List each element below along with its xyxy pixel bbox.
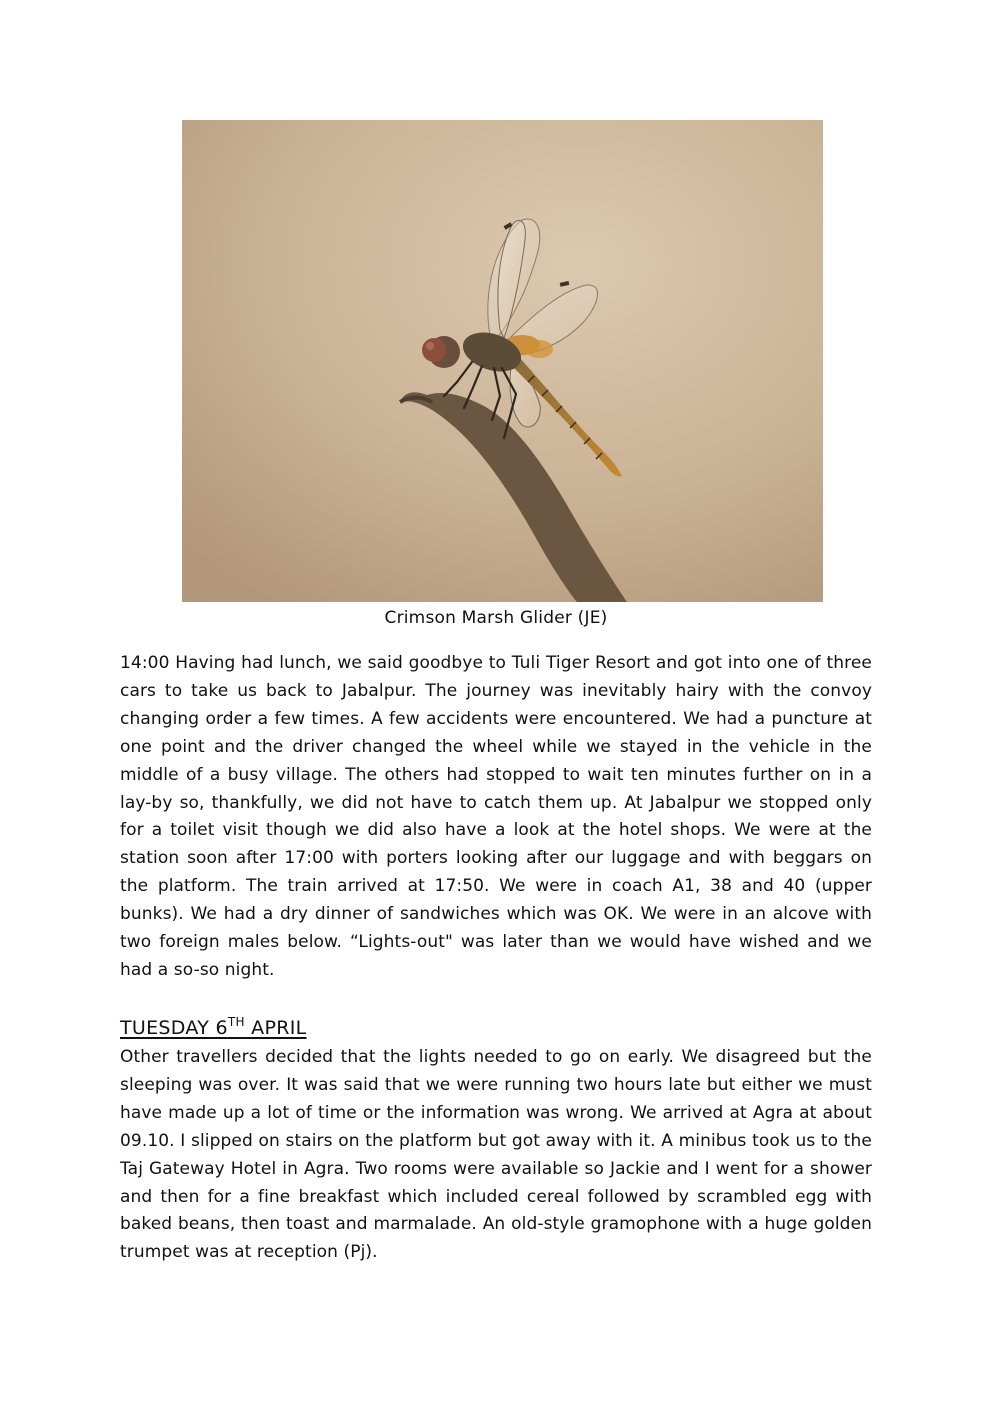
body-paragraph: 14:00 Having had lunch, we said goodbye to Tuli Tiger Resort and got into one of three cars to take us back to Jabalpur. The journey was inevitably hairy with the convoy changing order a few times. A few accidents were encountered. We had a puncture at one point and the driver changed the wheel while we stayed in the vehicle in the middle of a busy village. The others had stopped to wait ten minutes further on in a lay-by so, thankfully, we did not have to catch them up. At Jabalpur we stopped only for a toilet visit though we did also have a look at the hotel shops. We were at the station soon after 17:00 with porters looking after our luggage and with beggars on the platform. The train arrived at 17:50. We were in coach A1, 38 and 40 (upper bunks). We had a dry dinner of sandwiches which was OK. We were in an alcove with two foreign males below. “Lights-out" was later than we would have wished and we had a so-so night. xyxy=(120,653,872,980)
heading-month: APRIL xyxy=(244,1017,307,1039)
photo-caption: Crimson Marsh Glider (JE) xyxy=(384,608,608,628)
day-heading xyxy=(120,1014,307,1044)
heading-ordinal-suffix: TH xyxy=(227,1015,245,1029)
eye xyxy=(422,338,446,362)
dragonfly-photo xyxy=(182,120,823,602)
heading-text: TUESDAY 6 xyxy=(120,1017,228,1039)
body-paragraph: Other travellers decided that the lights needed to go on early. We disagreed but the sleeping was over. It was said that we were running two hours late but either we must have made up a lot of time or the information was wrong. We arrived at Agra at about 09.10. I slipped on stairs on the platform but got away with it. A minibus took us to the Taj Gateway Hotel in Agra. Two rooms were available so Jackie and I went for a shower and then for a fine breakfast which included cereal followed by scrambled egg with baked beans, then toast and marmalade. An old-style gramophone with a huge golden trumpet was at reception (Pj). xyxy=(120,1047,872,1263)
